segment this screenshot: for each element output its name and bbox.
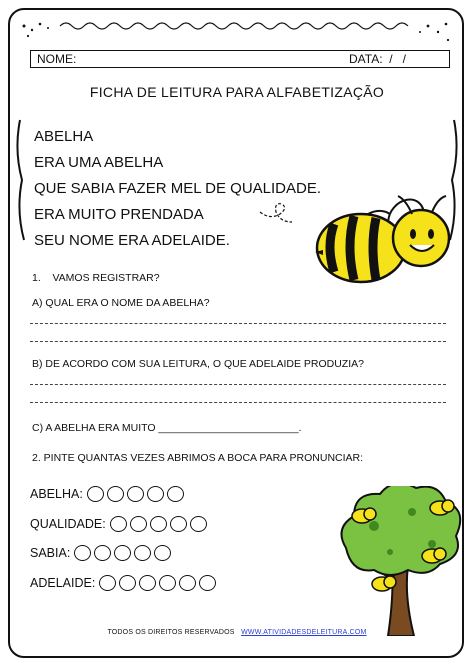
syllable-circle[interactable] — [119, 575, 136, 591]
left-bracket-doodle — [17, 120, 24, 240]
syllable-circle[interactable] — [139, 575, 156, 591]
syllable-circle[interactable] — [147, 486, 164, 502]
syllable-circle[interactable] — [170, 516, 187, 532]
syllable-circle[interactable] — [159, 575, 176, 591]
poem-line: SEU NOME ERA ADELAIDE. — [34, 232, 230, 249]
section-1-heading: 1. VAMOS REGISTRAR? — [32, 272, 160, 284]
answer-line — [30, 384, 446, 385]
bee-illustration — [256, 190, 466, 300]
syllable-row — [30, 575, 219, 591]
page-title: FICHA DE LEITURA PARA ALFABETIZAÇÃO — [89, 84, 385, 100]
syllable-circle[interactable] — [110, 516, 127, 532]
footer — [0, 629, 474, 636]
poem-line: ERA MUITO PRENDADA — [34, 206, 204, 223]
syllable-row — [30, 516, 210, 532]
question-b: B) DE ACORDO COM SUA LEITURA, O QUE ADELAIDE PRODUZIA? — [32, 358, 364, 370]
syllable-word: SABIA: — [30, 546, 71, 560]
answer-line — [30, 341, 446, 342]
syllable-word: QUALIDADE: — [30, 517, 106, 531]
syllable-circle[interactable] — [154, 545, 171, 561]
syllable-circle[interactable] — [150, 516, 167, 532]
syllable-circle[interactable] — [127, 486, 144, 502]
name-date-header — [30, 50, 450, 68]
answer-line — [30, 323, 446, 324]
syllable-circle[interactable] — [134, 545, 151, 561]
footer-copyright: TODOS OS DIREITOS RESERVADOS — [107, 629, 235, 636]
answer-line — [30, 402, 446, 403]
date-slashes: / / — [389, 52, 406, 66]
syllable-circle[interactable] — [114, 545, 131, 561]
top-squiggle — [60, 23, 408, 29]
syllable-row — [30, 545, 174, 561]
syllable-circle[interactable] — [199, 575, 216, 591]
poem-line: QUE SABIA FAZER MEL DE QUALIDADE. — [34, 180, 322, 197]
syllable-word: ABELHA: — [30, 487, 83, 501]
section-2-heading: 2. PINTE QUANTAS VEZES ABRIMOS A BOCA PARA PRONUNCIAR: — [32, 452, 364, 464]
syllable-circle[interactable] — [130, 516, 147, 532]
poem-line: ABELHA — [34, 128, 94, 145]
poem-line: ERA UMA ABELHA — [34, 154, 164, 171]
syllable-circle[interactable] — [179, 575, 196, 591]
syllable-word: ADELAIDE: — [30, 576, 96, 590]
syllable-circle[interactable] — [87, 486, 104, 502]
footer-website-link[interactable]: WWW.ATIVIDADESDELEITURA.COM — [241, 629, 367, 636]
question-a: A) QUAL ERA O NOME DA ABELHA? — [32, 297, 210, 309]
corner-dots — [23, 23, 450, 41]
name-label: NOME: — [37, 52, 77, 66]
syllable-circle[interactable] — [167, 486, 184, 502]
syllable-circle[interactable] — [94, 545, 111, 561]
tree-illustration — [336, 486, 462, 636]
syllable-circle[interactable] — [74, 545, 91, 561]
syllable-row — [30, 486, 187, 502]
syllable-circle[interactable] — [190, 516, 207, 532]
date-label: DATA: / / — [349, 52, 406, 66]
question-c: C) A ABELHA ERA MUITO ________________________. — [32, 422, 302, 434]
syllable-circle[interactable] — [99, 575, 116, 591]
syllable-circle[interactable] — [107, 486, 124, 502]
